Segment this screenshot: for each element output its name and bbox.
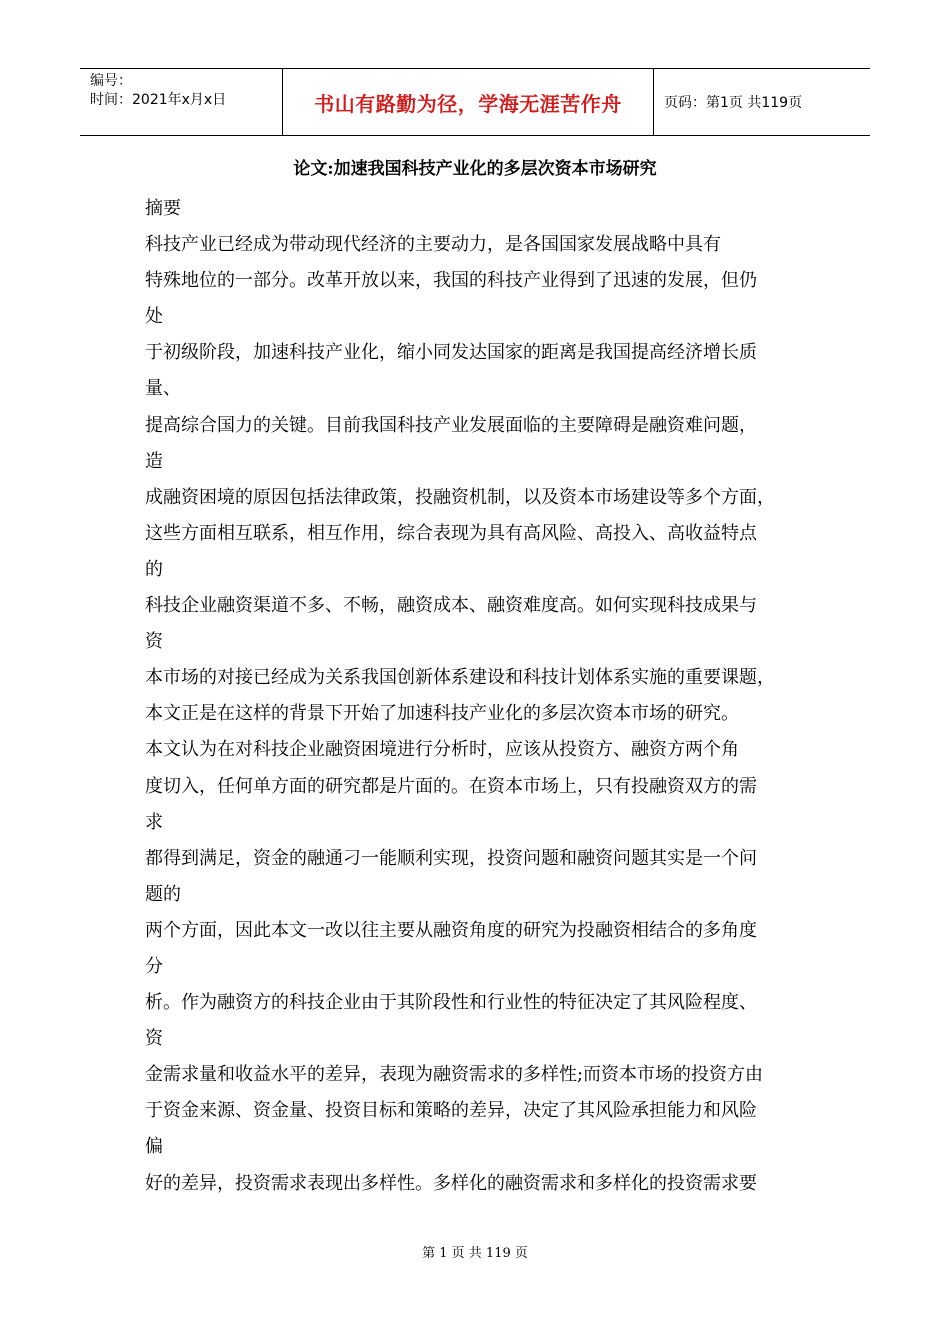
body-line: 析。作为融资方的科技企业由于其阶段性和行业性的特征决定了其风险程度、 <box>145 992 757 1014</box>
body-line: 本市场的对接已经成为关系我国创新体系建设和科技计划体系实施的重要课题， <box>145 667 775 689</box>
body-line: 成融资困境的原因包括法律政策，投融资机制，以及资本市场建设等多个方面， <box>145 486 775 508</box>
body-line: 偏 <box>145 1136 163 1158</box>
body-line: 度切入，任何单方面的研究都是片面的。在资本市场上，只有投融资双方的需 <box>145 775 757 797</box>
document-title: 论文:加速我国科技产业化的多层次资本市场研究 <box>293 159 657 179</box>
body-line: 特殊地位的一部分。改革开放以来，我国的科技产业得到了迅速的发展，但仍 <box>145 270 757 292</box>
body-line: 科技企业融资渠道不多、不畅，融资成本、融资难度高。如何实现科技成果与 <box>145 595 757 617</box>
header-motto: 书山有路勤为径，学海无涯苦作舟 <box>282 69 654 135</box>
body-line: 造 <box>145 450 163 472</box>
body-line: 求 <box>145 811 163 833</box>
header-page-info: 页码：第1页 共119页 <box>664 95 803 111</box>
body-line: 分 <box>145 955 163 977</box>
body-line: 本文认为在对科技企业融资困境进行分析时，应该从投资方、融资方两个角 <box>145 739 739 761</box>
body-line: 两个方面，因此本文一改以往主要从融资角度的研究为投融资相结合的多角度 <box>145 919 757 941</box>
body-line: 于初级阶段，加速科技产业化，缩小同发达国家的距离是我国提高经济增长质 <box>145 342 757 364</box>
body-line: 金需求量和收益水平的差异，表现为融资需求的多样性;而资本市场的投资方由 <box>145 1064 764 1086</box>
page-header <box>80 68 870 136</box>
body-line: 科技产业已经成为带动现代经济的主要动力，是各国国家发展战略中具有 <box>145 234 721 256</box>
body-line: 于资金来源、资金量、投资目标和策略的差异，决定了其风险承担能力和风险 <box>145 1100 757 1122</box>
body-line: 处 <box>145 306 163 328</box>
document-number-label: 编号： <box>90 73 132 89</box>
body-line: 的 <box>145 558 163 580</box>
body-line: 好的差异，投资需求表现出多样性。多样化的融资需求和多样化的投资需求要 <box>145 1172 757 1194</box>
body-line: 题的 <box>145 883 181 905</box>
header-meta <box>80 69 282 135</box>
body-line: 量、 <box>145 378 181 400</box>
body-line: 这些方面相互联系，相互作用，综合表现为具有高风险、高投入、高收益特点 <box>145 522 757 544</box>
body-line: 本文正是在这样的背景下开始了加速科技产业化的多层次资本市场的研究。 <box>145 703 739 725</box>
body-line: 摘要 <box>145 198 181 219</box>
document-body <box>145 194 815 1205</box>
page-footer: 第 1 页 共 119 页 <box>422 1246 528 1261</box>
document-date-label: 时间：2021年x月x日 <box>90 92 227 108</box>
body-line: 都得到满足，资金的融通刁一能顺利实现，投资问题和融资问题其实是一个问 <box>145 847 757 869</box>
body-line: 提高综合国力的关键。目前我国科技产业发展面临的主要障碍是融资难问题， <box>145 414 757 436</box>
body-line: 资 <box>145 631 163 653</box>
body-line: 资 <box>145 1028 163 1050</box>
